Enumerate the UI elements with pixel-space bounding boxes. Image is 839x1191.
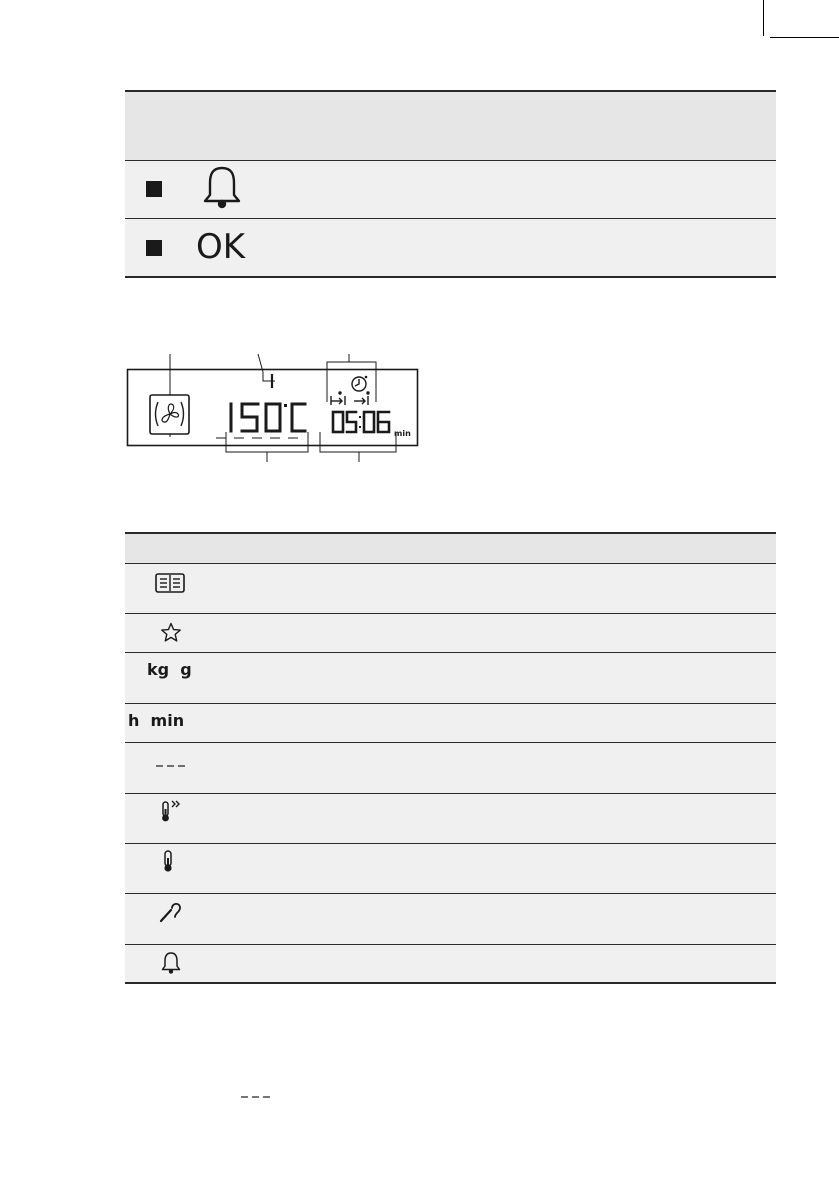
bullet-square [146,181,162,197]
crop-mark-horizontal [770,37,839,38]
bell-icon [161,951,181,975]
star-icon [160,622,182,643]
indicator-table-rule-bottom [125,982,776,984]
food-probe-icon [158,899,184,925]
end-arrow-icon [354,392,369,405]
indicator-row-fast-heat [125,794,776,843]
indicator-row-thermometer [125,844,776,893]
indicator-row-book [125,564,776,613]
indicator-row-bell [125,945,776,982]
indicator-row-weight [125,653,776,703]
ok-label: OK [196,227,246,267]
indicator-row-probe [125,894,776,944]
start-arrow-icon [331,392,345,405]
book-icon [155,573,185,593]
indicator-row-dashes [125,743,776,793]
display-diagram-svg [120,350,420,465]
clock-icon [352,376,367,391]
time-units-label: h min [128,711,185,730]
indicator-row-star [125,614,776,652]
top-table-header [125,92,776,160]
dashes-icon [155,762,187,770]
weight-units-label: kg g [147,660,192,679]
thermometer-icon [161,849,175,873]
indicator-table-header [125,534,776,563]
bell-icon [202,165,242,211]
bullet-square [146,240,162,256]
time-segments [333,412,389,432]
footer-dashes-icon [240,1093,272,1101]
time-unit-label: min [394,429,411,438]
indicator-row-time [125,704,776,742]
crop-mark-vertical [763,0,764,36]
fast-heat-thermometer-icon [160,799,184,823]
temperature-segments [231,404,305,431]
top-table-rule-bottom [125,276,776,278]
